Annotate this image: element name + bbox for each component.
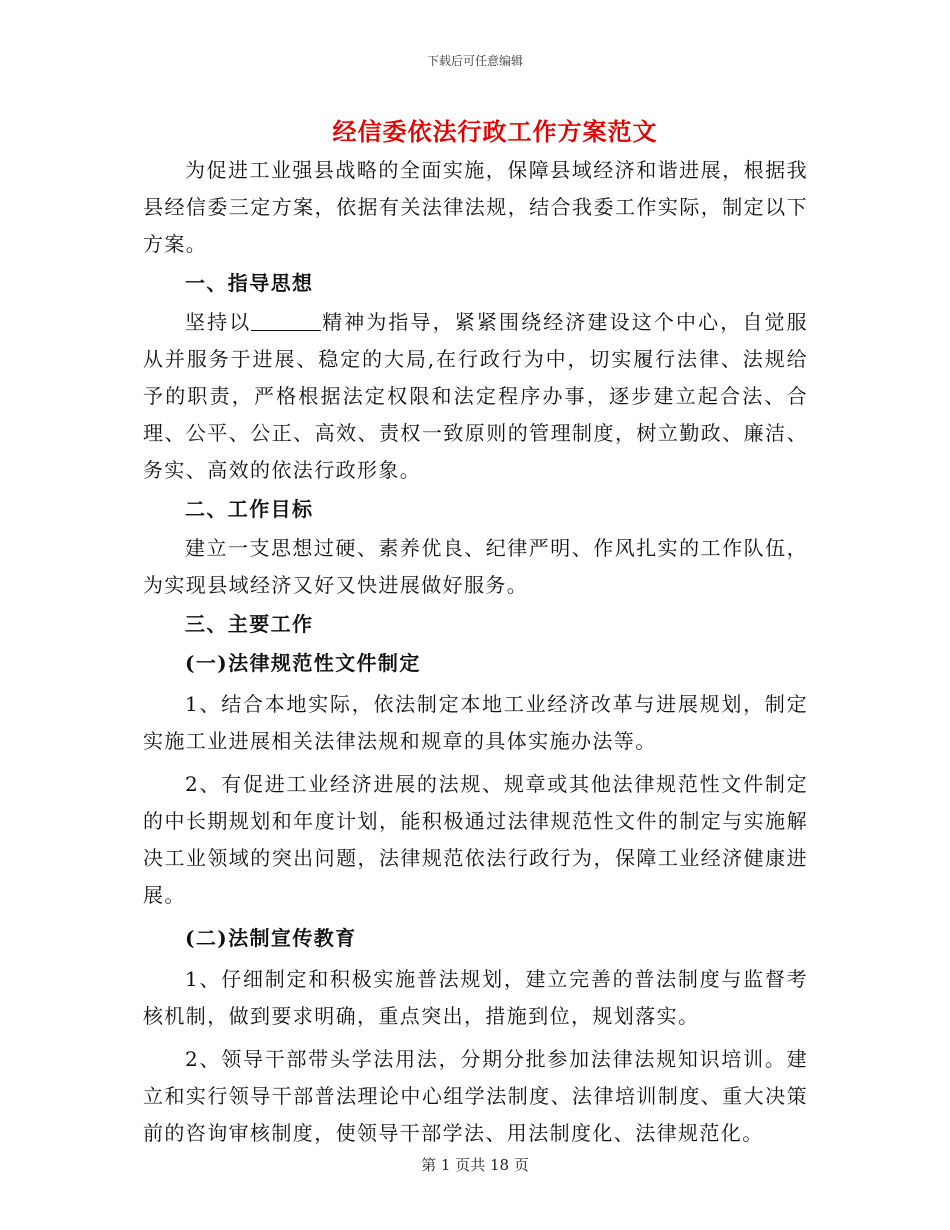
subsection-heading-legal-education: (二)法制宣传教育 [185, 926, 357, 950]
document-title: 经信委依法行政工作方案范文 [332, 117, 658, 146]
work-goal-paragraph: 建立一支思想过硬、素养优良、纪律严明、作风扎实的工作队伍，为实现县域经济又好又快进展做好服务。 [143, 536, 808, 597]
section-heading-main-work: 三、主要工作 [185, 612, 314, 636]
section-heading-work-goal: 二、工作目标 [185, 497, 314, 521]
guiding-thought-paragraph [143, 304, 808, 489]
subsection-heading-normative-docs: (一)法律规范性文件制定 [185, 651, 421, 675]
guiding-thought-text: 精神为指导，紧紧围绕经济建设这个中心，自觉服从并服务于进展、稳定的大局,在行政行为中，切实履行法律、法规给予的职责，严格根据法定权限和法定程序办事，逐步建立起合法、合理、公平、公正、高效、责权一致原则的管理制度，树立勤政、廉洁、务实、高效的依法行政形象。 [143, 310, 808, 482]
guiding-thought-lead: 坚持以 [185, 310, 252, 334]
normative-docs-item-2: 2、有促进工业经济进展的法规、规章或其他法律规范性文件制定的中长期规划和年度计划，能积极通过法律规范性文件的制定与实施解决工业领域的突出问题，法律规范依法行政行为，保障工业经济健康进展。 [143, 772, 808, 907]
document-body [143, 152, 808, 1152]
legal-education-item-2: 2、领导干部带头学法用法，分期分批参加法律法规知识培训。建立和实行领导干部普法理论中心组学法制度、法律培训制度、重大决策前的咨询审核制度，使领导干部学法、用法制度化、法律规范化。 [143, 1047, 808, 1145]
intro-paragraph: 为促进工业强县战略的全面实施，保障县域经济和谐进展，根据我县经信委三定方案，依据有关法律法规，结合我委工作实际，制定以下方案。 [143, 158, 808, 256]
section-heading-guiding-thought: 一、指导思想 [185, 271, 314, 295]
fill-in-blank [251, 310, 321, 331]
header-note: 下载后可任意编辑 [426, 54, 523, 68]
normative-docs-item-1: 1、结合本地实际，依法制定本地工业经济改革与进展规划，制定实施工业进展相关法律法规和规章的具体实施办法等。 [143, 692, 808, 753]
page-footer: 第 1 页共 18 页 [421, 1156, 529, 1174]
legal-education-item-1: 1、仔细制定和积极实施普法规划，建立完善的普法制度与监督考核机制，做到要求明确，重点突出，措施到位，规划落实。 [143, 967, 808, 1028]
